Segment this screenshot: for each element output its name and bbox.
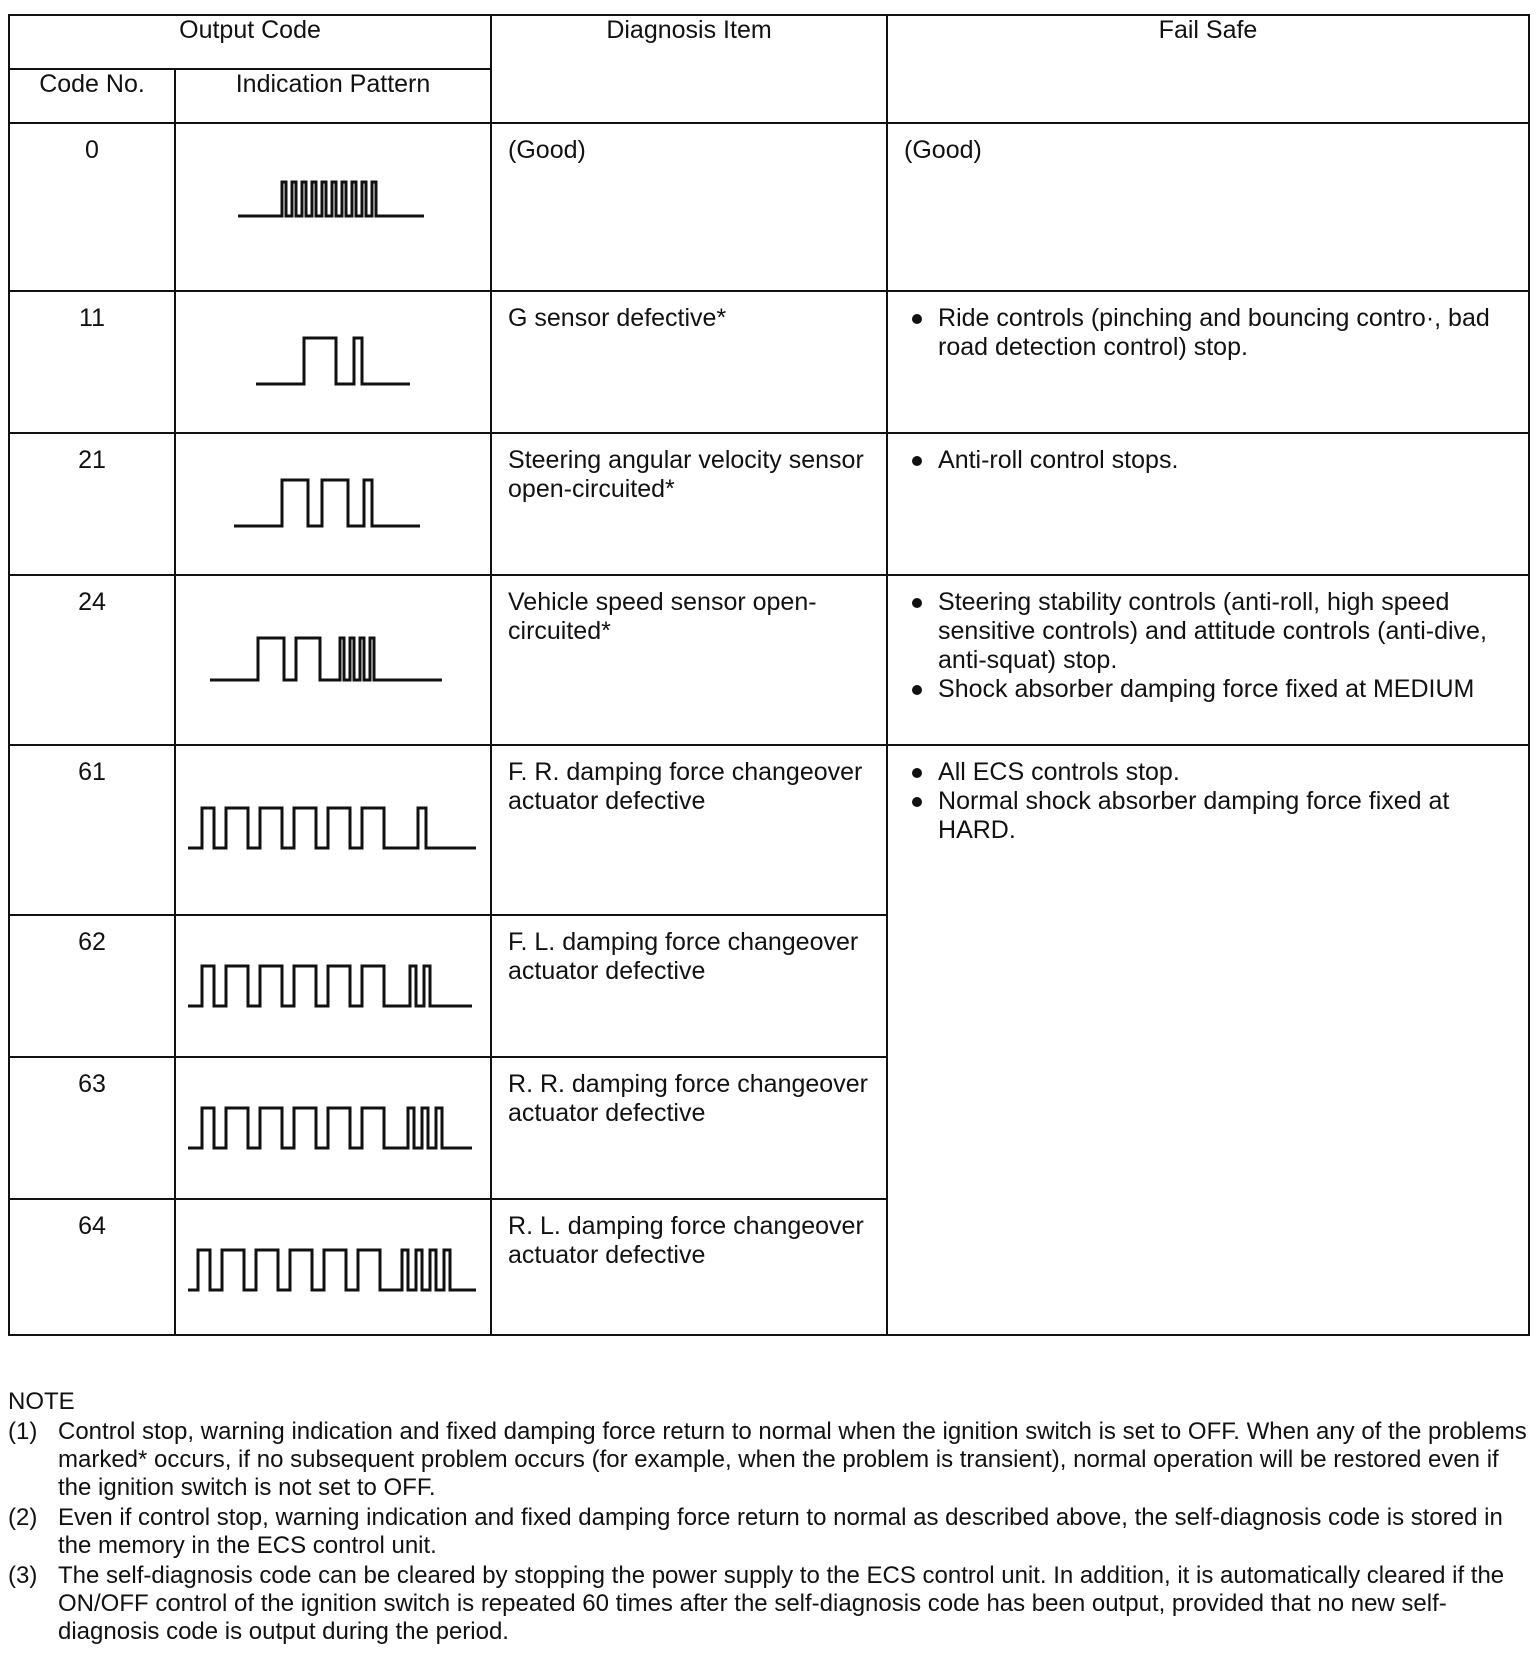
notes-section bbox=[8, 1388, 1528, 1648]
pulse-pattern-code-21-icon bbox=[176, 434, 492, 574]
pulse-pattern-code-11-icon bbox=[176, 292, 492, 432]
output-code-header: Output Code bbox=[9, 15, 491, 69]
pulse-pattern-code-0-icon bbox=[176, 124, 492, 290]
note-item bbox=[8, 1504, 1528, 1560]
diagnosis-item: F. L. damping force changeover actuator defective bbox=[491, 915, 887, 1057]
table-row bbox=[9, 433, 1529, 575]
diagnosis-item: G sensor defective* bbox=[491, 291, 887, 433]
fail-safe-list bbox=[904, 758, 1518, 845]
pulse-pattern-code-63-icon bbox=[176, 1058, 492, 1198]
indication-pattern-header: Indication Pattern bbox=[175, 69, 491, 123]
fail-safe-bullet: Steering stability controls (anti-roll, high speed sensitive controls) and attitude controls (anti-dive, anti-squat) stop. bbox=[904, 588, 1518, 675]
fail-safe-bullet: Normal shock absorber damping force fixed at HARD. bbox=[904, 787, 1518, 845]
note-number: (2) bbox=[8, 1504, 38, 1531]
fail-safe-list bbox=[904, 446, 1518, 475]
fail-safe-list bbox=[904, 588, 1518, 704]
fail-safe-list bbox=[904, 304, 1518, 362]
code-number: 24 bbox=[9, 575, 175, 745]
pulse-pattern-code-24-icon bbox=[176, 576, 492, 744]
code-no-header: Code No. bbox=[9, 69, 175, 123]
table-row bbox=[9, 745, 1529, 915]
note-text: The self-diagnosis code can be cleared by stopping the power supply to the ECS control unit. In addition, it is automatically cleared if the ON/OFF control of the ignition switch is repeated 60 times after the self-diagnosis code has been output, provided that no new self-diagnosis code is output during the period. bbox=[58, 1562, 1505, 1645]
table-row bbox=[9, 123, 1529, 291]
code-number: 11 bbox=[9, 291, 175, 433]
diagnosis-item: (Good) bbox=[491, 123, 887, 291]
diagnosis-table bbox=[8, 14, 1530, 1336]
diagnosis-item: R. L. damping force changeover actuator defective bbox=[491, 1199, 887, 1335]
code-number: 64 bbox=[9, 1199, 175, 1335]
code-number: 61 bbox=[9, 745, 175, 915]
fail-safe-bullet: All ECS controls stop. bbox=[904, 758, 1518, 787]
fail-safe-bullet: Shock absorber damping force fixed at MEDIUM bbox=[904, 675, 1518, 704]
diagnosis-item: Vehicle speed sensor open-circuited* bbox=[491, 575, 887, 745]
diagnosis-item: R. R. damping force changeover actuator defective bbox=[491, 1057, 887, 1199]
note-item bbox=[8, 1562, 1528, 1646]
note-text: Even if control stop, warning indication and fixed damping force return to normal as described above, the self-diagnosis code is stored in the memory in the ECS control unit. bbox=[58, 1504, 1503, 1559]
pulse-pattern-code-64-icon bbox=[176, 1200, 492, 1334]
code-number: 21 bbox=[9, 433, 175, 575]
fail-safe-bullet: Ride controls (pinching and bouncing contro·, bad road detection control) stop. bbox=[904, 304, 1518, 362]
diagnosis-document bbox=[8, 14, 1528, 1336]
fail-safe: (Good) bbox=[887, 123, 1529, 291]
code-number: 63 bbox=[9, 1057, 175, 1199]
table-row bbox=[9, 291, 1529, 433]
fail-safe-bullet: Anti-roll control stops. bbox=[904, 446, 1518, 475]
code-number: 62 bbox=[9, 915, 175, 1057]
note-text: Control stop, warning indication and fixed damping force return to normal when the ignition switch is set to OFF. When any of the problems marked* occurs, if no subsequent problem occurs (for example, when the problem is transient), normal operation will be restored even if the ignition switch is not set to OFF. bbox=[58, 1418, 1527, 1501]
code-number: 0 bbox=[9, 123, 175, 291]
diagnosis-item: Steering angular velocity sensor open-circuited* bbox=[491, 433, 887, 575]
note-item bbox=[8, 1418, 1528, 1502]
diagnosis-item: F. R. damping force changeover actuator defective bbox=[491, 745, 887, 915]
note-title: NOTE bbox=[8, 1388, 75, 1415]
pulse-pattern-code-61-icon bbox=[176, 746, 492, 914]
diagnosis-item-header: Diagnosis Item bbox=[491, 15, 887, 123]
pulse-pattern-code-62-icon bbox=[176, 916, 492, 1056]
note-number: (1) bbox=[8, 1418, 38, 1445]
table-row bbox=[9, 575, 1529, 745]
fail-safe-header: Fail Safe bbox=[887, 15, 1529, 123]
note-number: (3) bbox=[8, 1562, 38, 1589]
